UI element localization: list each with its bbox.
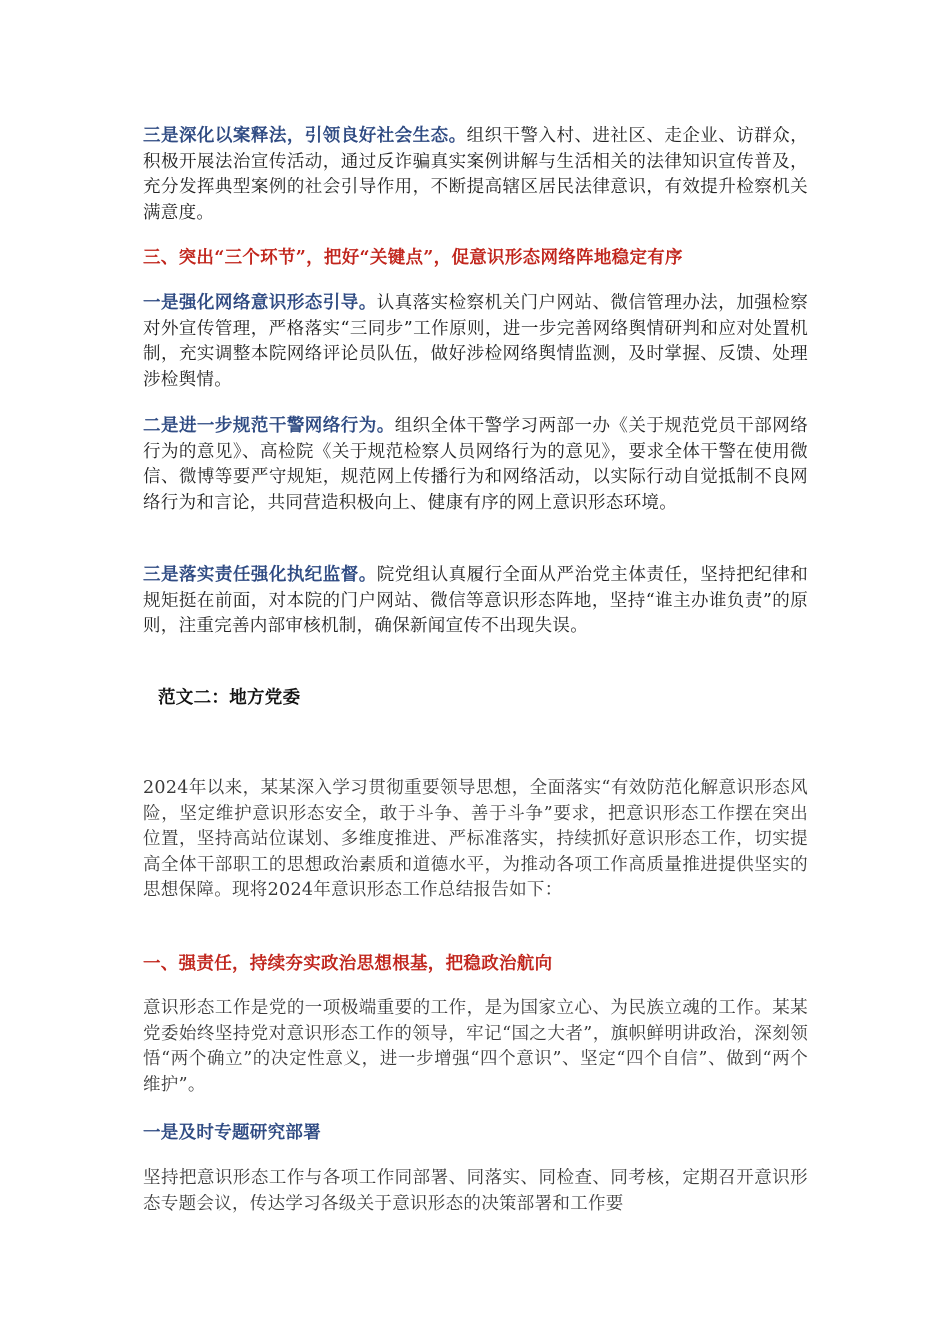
section-heading-3: 三、突出“三个环节”，把好“关键点”，促意识形态网络阵地稳定有序 — [143, 248, 683, 268]
sample-title: 范文二：地方党委 — [158, 688, 301, 708]
subheading-deployment: 一是及时专题研究部署 — [143, 1123, 321, 1143]
intro-paragraph: 2024年以来，某某深入学习贯彻重要领导思想，全面落实“有效防范化解意识形态风险，坚定维护意识形态安全，敢于斗争、善于斗争”要求，把意识形态工作摆在突出位置，坚持高站位谋划、多维度推进、严标准落实，持续抓好意识形态工作，切实提高全体干部职工的思想政治素质和道德水平，为推动各项工作高质量推进提供坚实的思想保障。现将2024年意识形态工作总结报告如下： — [143, 778, 808, 901]
paragraph-network-guidance — [143, 291, 808, 393]
paragraph-responsibility: 意识形态工作是党的一项极端重要的工作，是为国家立心、为民族立魂的工作。某某党委始终坚持党对意识形态工作的领导，牢记“国之大者”，旗帜鲜明讲政治，深刻领悟“两个确立”的决定性意义，进一步增强“四个意识”、坚定“四个自信”、做到“两个维护”。 — [143, 998, 808, 1095]
paragraph-lead: 一是强化网络意识形态引导。 — [143, 293, 377, 313]
paragraph-lead: 三是深化以案释法，引领良好社会生态。 — [143, 126, 467, 146]
paragraph-text: 组织干警入村、进社区、走企业、访群众，积极开展法治宣传活动，通过反诈骗真实案例讲解与生活相关的法律知识宣传普及，充分发挥典型案例的社会引导作用，不断提高辖区居民法律意识，有效提升检察机关满意度。 — [143, 126, 808, 223]
paragraph-lead: 三是落实责任强化执纪监督。 — [143, 565, 377, 585]
paragraph-deployment: 坚持把意识形态工作与各项工作同部署、同落实、同检查、同考核，定期召开意识形态专题会议，传达学习各级关于意识形态的决策部署和工作要 — [143, 1168, 808, 1214]
paragraph-text: 院党组认真履行全面从严治党主体责任，坚持把纪律和规矩挺在前面，对本院的门户网站、微信等意识形态阵地，坚持“谁主办谁负责”的原则，注重完善内部审核机制，确保新闻宣传不出现失误。 — [143, 565, 808, 637]
paragraph-case-law — [143, 124, 808, 226]
paragraph-text: 组织全体干警学习两部一办《关于规范党员干部网络行为的意见》、高检院《关于规范检察人员网络行为的意见》，要求全体干警在使用微信、微博等要严守规矩，规范网上传播行为和网络活动，以实际行动自觉抵制不良网络行为和言论，共同营造积极向上、健康有序的网上意识形态环境。 — [143, 416, 808, 513]
section-heading-1: 一、强责任，持续夯实政治思想根基，把稳政治航向 — [143, 954, 553, 974]
paragraph-text: 认真落实检察机关门户网站、微信管理办法，加强检察对外宣传管理，严格落实“三同步”工作原则，进一步完善网络舆情研判和应对处置机制，充实调整本院网络评论员队伍，做好涉检网络舆情监测，及时掌握、反馈、处理涉检舆情。 — [143, 293, 808, 390]
paragraph-network-conduct — [143, 414, 808, 516]
paragraph-lead: 二是进一步规范干警网络行为。 — [143, 416, 395, 436]
paragraph-supervision — [143, 563, 808, 640]
